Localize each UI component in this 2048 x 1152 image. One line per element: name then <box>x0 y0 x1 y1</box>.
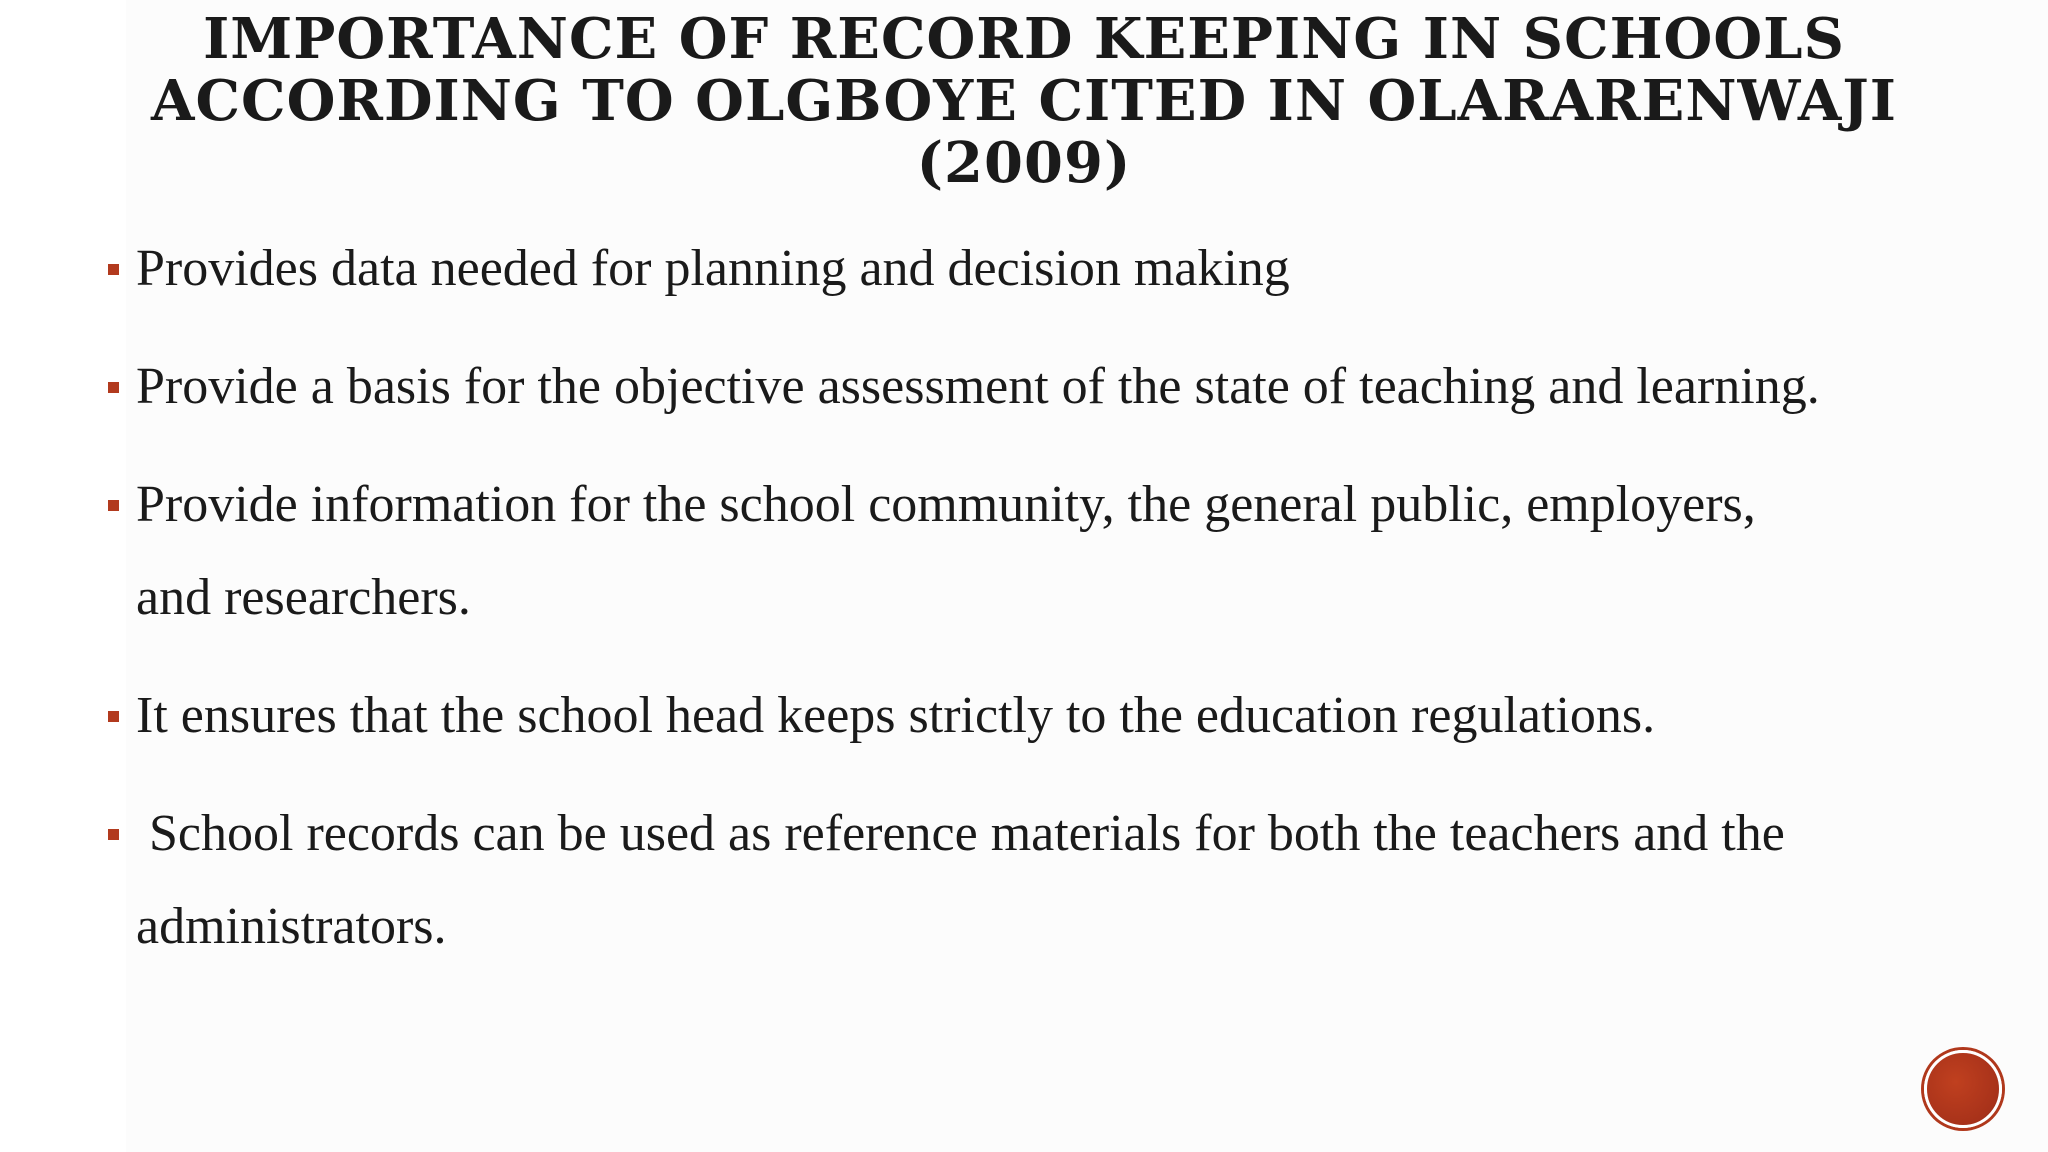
bullet-item <box>108 787 1896 973</box>
title-line-2: ACCORDING TO OLGBOYE CITED IN OLARARENWAJI <box>151 67 1897 134</box>
square-bullet-icon <box>108 711 119 722</box>
square-bullet-icon <box>108 829 119 840</box>
bullet-item <box>108 458 1776 644</box>
bullet-text: Provides data needed for planning and decision making <box>136 240 1290 297</box>
bullet-item <box>108 669 1976 762</box>
title-line-3: (2009) <box>916 129 1132 196</box>
bullet-text: Provide information for the school community, the general public, employers, and researchers. <box>136 476 1756 626</box>
next-slide-button[interactable] <box>1924 1050 2002 1128</box>
title-line-1: IMPORTANCE OF RECORD KEEPING IN SCHOOLS <box>203 5 1845 72</box>
bullet-text: Provide a basis for the objective assessment of the state of teaching and learning. <box>136 358 1820 415</box>
bullet-item <box>108 222 1556 315</box>
square-bullet-icon <box>108 500 119 511</box>
bullet-item <box>108 340 1926 433</box>
slide-title <box>0 5 2048 196</box>
bullet-text: It ensures that the school head keeps strictly to the education regulations. <box>136 687 1656 744</box>
square-bullet-icon <box>108 382 119 393</box>
square-bullet-icon <box>108 264 119 275</box>
bullet-list <box>108 222 1948 998</box>
bullet-text: School records can be used as reference materials for both the teachers and the administrators. <box>136 805 1798 955</box>
